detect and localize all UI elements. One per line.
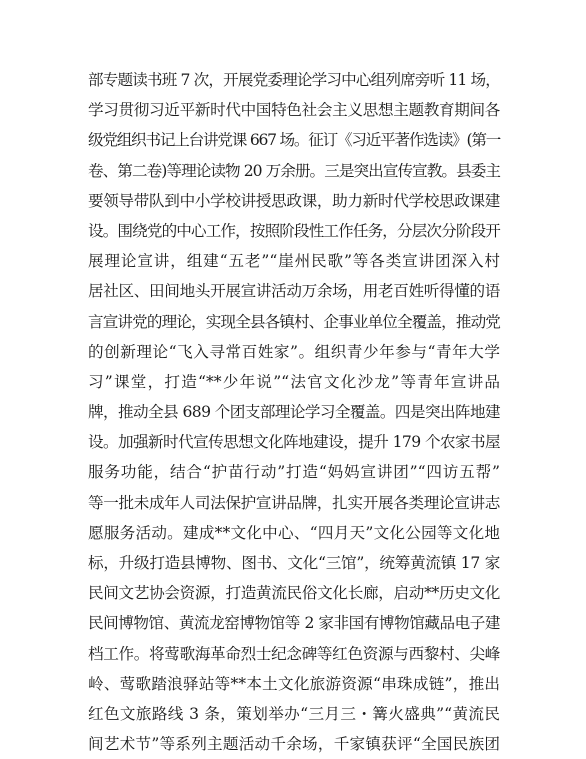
text-line: 部专题读书班 7 次，开展党委理论学习中心组列席旁听 11 场， — [88, 71, 500, 89]
text-line: 居社区、田间地头开展宣讲活动万余场，用老百姓听得懂的语 — [88, 282, 500, 301]
text-line: 言宣讲党的理论，实现全县各镇村、企事业单位全覆盖，推动党 — [88, 312, 500, 331]
text-line: 牌，推动全县 689 个团支部理论学习全覆盖。四是突出阵地建 — [88, 403, 500, 422]
text-line: 设。围绕党的中心工作，按照阶段性工作任务，分层次分阶段开 — [88, 221, 500, 240]
text-line: 标，升级打造县博物、图书、文化“三馆”，统筹黄流镇 17 家 — [88, 554, 500, 572]
text-line: 等一批未成年人司法保护宣讲品牌，扎实开展各类理论宣讲志 — [88, 493, 500, 512]
text-line: 间艺术节”等系列主题活动千余场，千家镇获评“全国民族团 — [88, 735, 500, 754]
text-line: 设。加强新时代宣传思想文化阵地建设，提升 179 个农家书屋 — [88, 433, 500, 452]
text-line: 岭、莺歌踏浪驿站等**本土文化旅游资源“串珠成链”，推出 — [88, 674, 500, 693]
body-paragraph — [88, 65, 500, 759]
text-line: 愿服务活动。建成**文化中心、“四月天”文化公园等文化地 — [88, 523, 500, 542]
text-line: 民间博物馆、黄流龙窑博物馆等 2 家非国有博物馆藏品电子建 — [88, 614, 500, 633]
text-line: 学习贯彻习近平新时代中国特色社会主义思想主题教育期间各 — [88, 101, 500, 120]
text-line: 级党组织书记上台讲党课 667 场。征订《习近平著作选读》(第一 — [88, 131, 500, 150]
text-line: 档工作。将莺歌海革命烈士纪念碑等红色资源与西黎村、尖峰 — [88, 644, 500, 663]
text-line: 红色文旅路线 3 条，策划举办“三月三・篝火盛典”“黄流民 — [88, 704, 500, 723]
text-line: 要领导带队到中小学校讲授思政课，助力新时代学校思政课建 — [88, 191, 500, 210]
text-line: 的创新理论“飞入寻常百姓家”。组织青少年参与“青年大学 — [88, 342, 500, 361]
text-line: 展理论宣讲，组建“五老”“崖州民歌”等各类宣讲团深入村 — [88, 252, 500, 271]
text-line: 民间文艺协会资源，打造黄流民俗文化长廊，启动**历史文化 — [88, 584, 500, 603]
text-line: 卷、第二卷)等理论读物 20 万余册。三是突出宣传宣教。县委主 — [88, 161, 500, 180]
text-line: 习”课堂，打造“**少年说”“法官文化沙龙”等青年宣讲品 — [88, 372, 500, 391]
text-line: 服务功能，结合“护苗行动”打造“妈妈宣讲团”“四访五帮” — [88, 463, 500, 482]
